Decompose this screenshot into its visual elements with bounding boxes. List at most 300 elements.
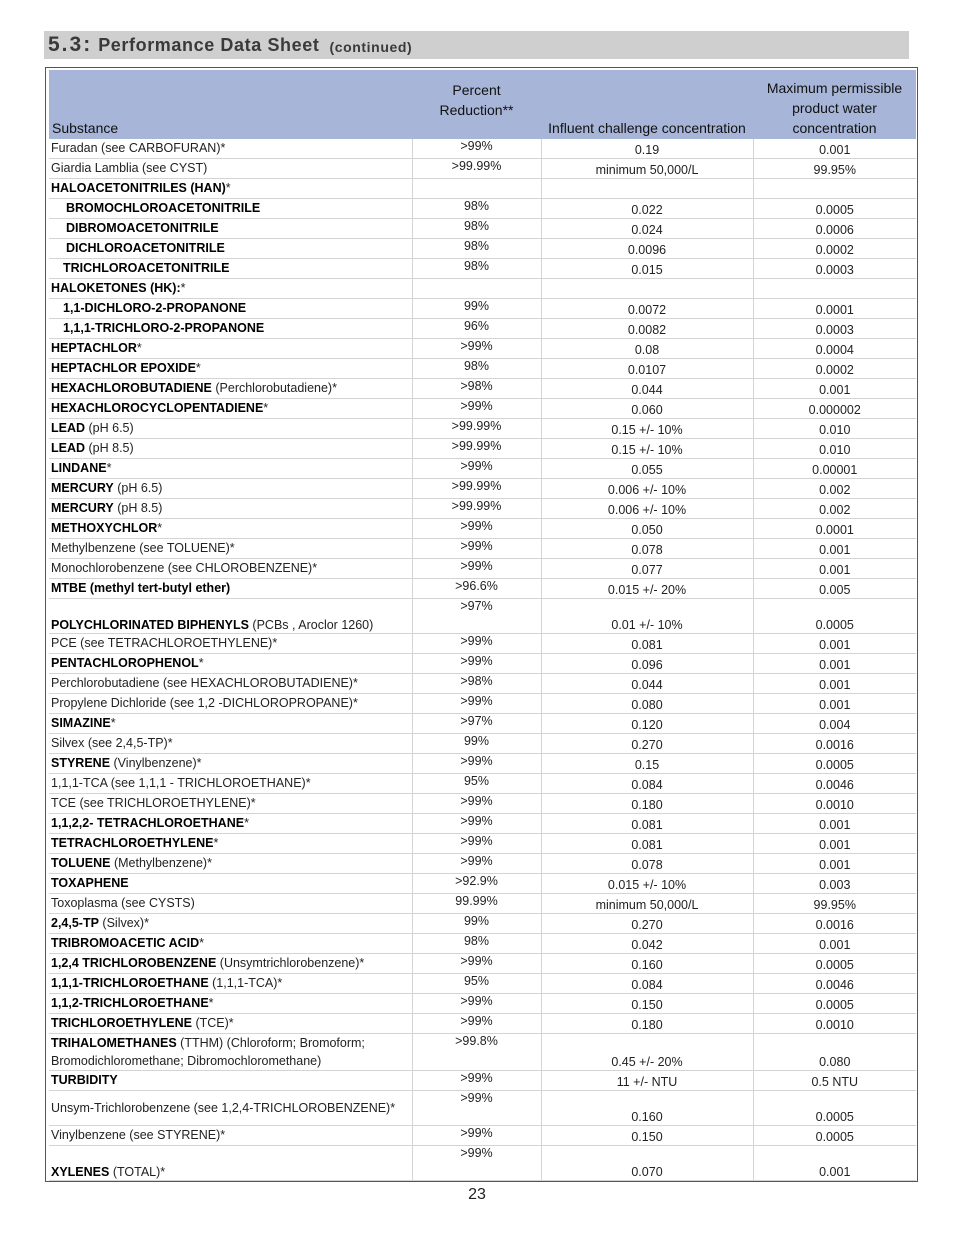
cell-max-permissible: 0.0001	[753, 519, 916, 539]
cell-influent	[541, 279, 753, 299]
substance-name: TOLUENE	[51, 856, 111, 870]
table-row	[49, 339, 916, 359]
cell-percent-reduction	[412, 179, 541, 199]
substance-name: TURBIDITY	[51, 1073, 118, 1087]
cell-percent-reduction: >99%	[412, 754, 541, 774]
substance-name: 1,2,4 TRICHLOROBENZENE	[51, 956, 217, 970]
cell-max-permissible: 99.95%	[753, 894, 916, 914]
substance-name: LEAD	[51, 441, 86, 455]
cell-percent-reduction: >99.99%	[412, 439, 541, 459]
table-row	[49, 1091, 916, 1126]
cell-influent: 0.081	[541, 834, 753, 854]
table-row	[49, 714, 916, 734]
cell-substance	[49, 479, 412, 499]
cell-substance	[49, 654, 412, 674]
cell-max-permissible: 0.0046	[753, 974, 916, 994]
table-row	[49, 874, 916, 894]
table-row	[49, 1034, 916, 1071]
cell-percent-reduction	[412, 279, 541, 299]
cell-percent-reduction: >99%	[412, 854, 541, 874]
cell-max-permissible	[753, 179, 916, 199]
cell-substance	[49, 754, 412, 774]
cell-substance	[49, 1014, 412, 1034]
header-max-permissible: Maximum permissible product water concentration	[753, 70, 916, 139]
cell-max-permissible: 0.001	[753, 834, 916, 854]
substance-name: TRICHLOROACETONITRILE	[63, 261, 230, 275]
substance-note: *	[208, 996, 214, 1010]
cell-influent: 0.15 +/- 10%	[541, 419, 753, 439]
cell-max-permissible: 0.001	[753, 379, 916, 399]
substance-name: 1,1,2,2- TETRACHLOROETHANE	[51, 816, 245, 830]
cell-influent: 0.19	[541, 139, 753, 159]
cell-substance	[49, 579, 412, 599]
cell-max-permissible: 0.001	[753, 139, 916, 159]
table-row	[49, 774, 916, 794]
substance-note: Propylene Dichloride (see 1,2 -DICHLOROPROPANE)*	[51, 696, 358, 710]
substance-name: TRIBROMOACETIC ACID	[51, 936, 200, 950]
cell-influent: 0.160	[541, 954, 753, 974]
cell-influent: 0.096	[541, 654, 753, 674]
substance-name: 1,1,1-TRICHLOROETHANE	[51, 976, 209, 990]
cell-influent: 0.08	[541, 339, 753, 359]
cell-percent-reduction: >99%	[412, 1091, 541, 1126]
table-row	[49, 279, 916, 299]
cell-influent: 0.015 +/- 10%	[541, 874, 753, 894]
cell-percent-reduction: 98%	[412, 219, 541, 239]
cell-influent: 0.044	[541, 379, 753, 399]
cell-max-permissible: 0.0046	[753, 774, 916, 794]
substance-note: Giardia Lamblia (see CYST)	[51, 161, 208, 175]
cell-percent-reduction: >97%	[412, 599, 541, 634]
cell-substance	[49, 1034, 412, 1071]
cell-max-permissible: 0.001	[753, 1146, 916, 1181]
substance-note: (Methylbenzene)*	[110, 856, 212, 870]
table-row	[49, 814, 916, 834]
cell-substance	[49, 319, 412, 339]
cell-max-permissible: 0.003	[753, 874, 916, 894]
cell-substance	[49, 1126, 412, 1146]
cell-substance	[49, 874, 412, 894]
cell-influent: 0.270	[541, 734, 753, 754]
cell-percent-reduction: >99%	[412, 139, 541, 159]
table-row	[49, 794, 916, 814]
table-body	[49, 139, 916, 1181]
cell-percent-reduction: >98%	[412, 379, 541, 399]
cell-max-permissible: 0.001	[753, 854, 916, 874]
cell-max-permissible: 0.001	[753, 814, 916, 834]
table-row	[49, 954, 916, 974]
table-row	[49, 599, 916, 634]
cell-influent: 0.180	[541, 794, 753, 814]
cell-influent: 0.15 +/- 10%	[541, 439, 753, 459]
cell-max-permissible: 0.5 NTU	[753, 1071, 916, 1091]
substance-note: (Vinylbenzene)*	[110, 756, 202, 770]
cell-substance	[49, 794, 412, 814]
substance-note: *	[198, 656, 204, 670]
cell-max-permissible: 0.001	[753, 559, 916, 579]
substance-name: LEAD	[51, 421, 86, 435]
cell-percent-reduction: >99%	[412, 814, 541, 834]
cell-percent-reduction: >99%	[412, 539, 541, 559]
table-row	[49, 199, 916, 219]
substance-note: *	[244, 816, 249, 830]
cell-max-permissible: 0.001	[753, 539, 916, 559]
substance-note: (TCE)*	[191, 1016, 234, 1030]
cell-percent-reduction: >99%	[412, 954, 541, 974]
cell-max-permissible: 0.001	[753, 634, 916, 654]
cell-substance	[49, 299, 412, 319]
substance-name: HEPTACHLOR	[51, 341, 137, 355]
table-row	[49, 934, 916, 954]
cell-max-permissible: 0.0005	[753, 1091, 916, 1126]
cell-influent: minimum 50,000/L	[541, 894, 753, 914]
cell-percent-reduction: >99.8%	[412, 1034, 541, 1071]
cell-percent-reduction: >96.6%	[412, 579, 541, 599]
section-subtitle: (continued)	[329, 38, 413, 55]
cell-substance	[49, 934, 412, 954]
substance-note: *	[180, 281, 186, 295]
cell-max-permissible: 99.95%	[753, 159, 916, 179]
table-row	[49, 914, 916, 934]
substance-note: Toxoplasma (see CYSTS)	[51, 896, 195, 910]
table-row	[49, 579, 916, 599]
cell-substance	[49, 734, 412, 754]
cell-percent-reduction: >99.99%	[412, 159, 541, 179]
cell-substance	[49, 714, 412, 734]
cell-substance	[49, 199, 412, 219]
substance-name: MTBE (methyl tert-butyl ether)	[51, 581, 231, 595]
cell-max-permissible: 0.0002	[753, 239, 916, 259]
substance-name: HEPTACHLOR EPOXIDE	[51, 361, 196, 375]
cell-percent-reduction: 99.99%	[412, 894, 541, 914]
cell-percent-reduction: 99%	[412, 299, 541, 319]
cell-percent-reduction: >99%	[412, 559, 541, 579]
substance-note: PCE (see TETRACHLOROETHYLENE)*	[51, 636, 278, 650]
cell-substance	[49, 694, 412, 714]
cell-influent: 0.0107	[541, 359, 753, 379]
substance-note: (TOTAL)*	[109, 1165, 166, 1179]
cell-influent: 0.006 +/- 10%	[541, 499, 753, 519]
cell-percent-reduction: >99.99%	[412, 419, 541, 439]
cell-substance	[49, 279, 412, 299]
cell-percent-reduction: >99%	[412, 634, 541, 654]
substance-note: (pH 6.5)	[85, 421, 134, 435]
cell-substance	[49, 834, 412, 854]
cell-max-permissible: 0.0001	[753, 299, 916, 319]
table-row	[49, 894, 916, 914]
table-row	[49, 379, 916, 399]
cell-influent: 0.150	[541, 1126, 753, 1146]
cell-substance	[49, 954, 412, 974]
substance-note: Vinylbenzene (see STYRENE)*	[51, 1128, 226, 1142]
cell-influent: 0.015	[541, 259, 753, 279]
table-row	[49, 674, 916, 694]
substance-name: BROMOCHLOROACETONITRILE	[66, 201, 261, 215]
cell-influent: 0.270	[541, 914, 753, 934]
cell-max-permissible: 0.0005	[753, 199, 916, 219]
substance-note: *	[106, 461, 112, 475]
cell-influent: 0.006 +/- 10%	[541, 479, 753, 499]
cell-percent-reduction: >99.99%	[412, 499, 541, 519]
cell-percent-reduction: 99%	[412, 734, 541, 754]
table-row	[49, 439, 916, 459]
cell-substance	[49, 539, 412, 559]
cell-influent: 11 +/- NTU	[541, 1071, 753, 1091]
substance-name: 2,4,5-TP	[51, 916, 99, 930]
substance-name: 1,1-DICHLORO-2-PROPANONE	[63, 301, 247, 315]
substance-note: 1,1,1-TCA (see 1,1,1 - TRICHLOROETHANE)*	[51, 776, 311, 790]
cell-influent: 0.060	[541, 399, 753, 419]
cell-substance	[49, 359, 412, 379]
cell-influent: 0.022	[541, 199, 753, 219]
substance-note: (Unsymtrichlorobenzene)*	[216, 956, 365, 970]
cell-substance	[49, 994, 412, 1014]
table-row	[49, 734, 916, 754]
substance-note: (Silvex)*	[98, 916, 149, 930]
cell-percent-reduction: 98%	[412, 259, 541, 279]
substance-note: *	[213, 836, 219, 850]
substance-note: *	[199, 936, 205, 950]
cell-max-permissible: 0.0010	[753, 1014, 916, 1034]
page-number: 23	[468, 1186, 486, 1203]
cell-influent: 0.070	[541, 1146, 753, 1181]
cell-percent-reduction: 98%	[412, 359, 541, 379]
cell-percent-reduction: >97%	[412, 714, 541, 734]
cell-max-permissible: 0.0016	[753, 734, 916, 754]
cell-substance	[49, 459, 412, 479]
substance-note: (1,1,1-TCA)*	[208, 976, 283, 990]
cell-percent-reduction: >99%	[412, 1146, 541, 1181]
cell-substance	[49, 499, 412, 519]
substance-name: MERCURY	[51, 501, 114, 515]
cell-substance	[49, 599, 412, 634]
table-row	[49, 1014, 916, 1034]
substance-note: *	[110, 716, 116, 730]
cell-influent: 0.150	[541, 994, 753, 1014]
cell-influent: 0.078	[541, 854, 753, 874]
cell-substance	[49, 259, 412, 279]
performance-data-table	[49, 70, 916, 1181]
cell-influent: 0.160	[541, 1091, 753, 1126]
substance-name: METHOXYCHLOR	[51, 521, 158, 535]
cell-max-permissible: 0.0003	[753, 319, 916, 339]
cell-percent-reduction: >98%	[412, 674, 541, 694]
table-row	[49, 179, 916, 199]
cell-substance	[49, 674, 412, 694]
cell-influent: 0.080	[541, 694, 753, 714]
cell-substance	[49, 439, 412, 459]
table-row	[49, 399, 916, 419]
cell-influent: 0.0072	[541, 299, 753, 319]
substance-note: (Perchlorobutadiene)*	[211, 381, 337, 395]
cell-substance	[49, 914, 412, 934]
cell-substance	[49, 559, 412, 579]
substance-name: TOXAPHENE	[51, 876, 129, 890]
cell-max-permissible: 0.002	[753, 499, 916, 519]
cell-influent: 0.45 +/- 20%	[541, 1034, 753, 1071]
substance-name: HALOACETONITRILES (HAN)	[51, 181, 226, 195]
table-row	[49, 854, 916, 874]
table-row	[49, 974, 916, 994]
table-row	[49, 834, 916, 854]
table-row	[49, 479, 916, 499]
substance-note: Silvex (see 2,4,5-TP)*	[51, 736, 173, 750]
substance-name: XYLENES	[51, 1165, 110, 1179]
table-row	[49, 1126, 916, 1146]
cell-max-permissible: 0.001	[753, 674, 916, 694]
cell-percent-reduction: 96%	[412, 319, 541, 339]
cell-influent: 0.084	[541, 974, 753, 994]
section-title: Performance Data Sheet	[98, 34, 320, 55]
cell-influent: 0.01 +/- 10%	[541, 599, 753, 634]
table-row	[49, 539, 916, 559]
cell-max-permissible: 0.0005	[753, 994, 916, 1014]
cell-substance	[49, 1091, 412, 1126]
cell-max-permissible: 0.001	[753, 934, 916, 954]
cell-influent: 0.0096	[541, 239, 753, 259]
table-row	[49, 299, 916, 319]
substance-note: *	[263, 401, 269, 415]
substance-note: Unsym-Trichlorobenzene (see 1,2,4-TRICHLOROBENZENE)*	[51, 1101, 396, 1115]
table-header-row	[49, 70, 916, 139]
substance-name: POLYCHLORINATED BIPHENYLS	[51, 618, 249, 632]
substance-name: 1,1,2-TRICHLOROETHANE	[51, 996, 209, 1010]
cell-substance	[49, 239, 412, 259]
substance-note: Furadan (see CARBOFURAN)*	[51, 141, 226, 155]
substance-note: *	[136, 341, 142, 355]
cell-substance	[49, 139, 412, 159]
cell-max-permissible: 0.0016	[753, 914, 916, 934]
substance-note: (pH 6.5)	[113, 481, 163, 495]
cell-substance	[49, 1146, 412, 1181]
cell-percent-reduction: >99%	[412, 1014, 541, 1034]
header-percent-reduction: Percent Reduction**	[412, 70, 541, 139]
cell-influent	[541, 179, 753, 199]
cell-percent-reduction: 95%	[412, 774, 541, 794]
table-row	[49, 754, 916, 774]
cell-percent-reduction: >92.9%	[412, 874, 541, 894]
table-row	[49, 559, 916, 579]
cell-max-permissible: 0.00001	[753, 459, 916, 479]
cell-influent: 0.077	[541, 559, 753, 579]
cell-max-permissible: 0.004	[753, 714, 916, 734]
cell-influent: 0.050	[541, 519, 753, 539]
substance-name: MERCURY	[51, 481, 114, 495]
substance-name: TRICHLOROETHYLENE	[51, 1016, 192, 1030]
cell-percent-reduction: 99%	[412, 914, 541, 934]
cell-influent: minimum 50,000/L	[541, 159, 753, 179]
table-row	[49, 419, 916, 439]
substance-name: HEXACHLOROCYCLOPENTADIENE	[51, 401, 264, 415]
substance-note: (TTHM) (Chloroform; Bromoform; Bromodichloromethane; Dibromochloromethane)	[51, 1036, 365, 1068]
cell-substance	[49, 774, 412, 794]
cell-max-permissible: 0.080	[753, 1034, 916, 1071]
substance-note: (PCBs , Aroclor 1260)	[248, 618, 374, 632]
cell-percent-reduction: >99%	[412, 1126, 541, 1146]
cell-influent: 0.084	[541, 774, 753, 794]
substance-name: STYRENE	[51, 756, 111, 770]
cell-max-permissible: 0.002	[753, 479, 916, 499]
cell-influent: 0.078	[541, 539, 753, 559]
cell-max-permissible	[753, 279, 916, 299]
cell-influent: 0.042	[541, 934, 753, 954]
cell-percent-reduction: 98%	[412, 199, 541, 219]
cell-max-permissible: 0.0005	[753, 1126, 916, 1146]
cell-max-permissible: 0.0002	[753, 359, 916, 379]
cell-substance	[49, 894, 412, 914]
section-number: 5.3:	[48, 33, 93, 56]
cell-substance	[49, 339, 412, 359]
table-row	[49, 219, 916, 239]
cell-substance	[49, 179, 412, 199]
substance-name: SIMAZINE	[51, 716, 111, 730]
cell-substance	[49, 814, 412, 834]
cell-max-permissible: 0.0005	[753, 599, 916, 634]
substance-name: HEXACHLOROBUTADIENE	[51, 381, 212, 395]
cell-percent-reduction: >99.99%	[412, 479, 541, 499]
cell-max-permissible: 0.010	[753, 419, 916, 439]
cell-percent-reduction: >99%	[412, 994, 541, 1014]
cell-influent: 0.120	[541, 714, 753, 734]
table-row	[49, 459, 916, 479]
substance-note: (pH 8.5)	[85, 441, 134, 455]
cell-percent-reduction: >99%	[412, 1071, 541, 1091]
cell-substance	[49, 379, 412, 399]
cell-percent-reduction: >99%	[412, 459, 541, 479]
cell-substance	[49, 419, 412, 439]
table-row	[49, 159, 916, 179]
table-row	[49, 499, 916, 519]
cell-substance	[49, 974, 412, 994]
substance-name: TRIHALOMETHANES	[51, 1036, 177, 1050]
table-row	[49, 359, 916, 379]
cell-percent-reduction: 98%	[412, 239, 541, 259]
substance-note: Monochlorobenzene (see CHLOROBENZENE)*	[51, 561, 318, 575]
cell-max-permissible: 0.005	[753, 579, 916, 599]
substance-note: Methylbenzene (see TOLUENE)*	[51, 541, 235, 555]
substance-note: (pH 8.5)	[113, 501, 163, 515]
cell-percent-reduction: 98%	[412, 934, 541, 954]
cell-influent: 0.180	[541, 1014, 753, 1034]
table-row	[49, 634, 916, 654]
substance-name: DIBROMOACETONITRILE	[66, 221, 219, 235]
cell-substance	[49, 854, 412, 874]
substance-name: TETRACHLOROETHYLENE	[51, 836, 214, 850]
substance-note: *	[195, 361, 201, 375]
cell-influent: 0.081	[541, 814, 753, 834]
substance-name: LINDANE	[51, 461, 107, 475]
cell-substance	[49, 399, 412, 419]
substance-note: *	[225, 181, 231, 195]
cell-influent: 0.055	[541, 459, 753, 479]
substance-name: DICHLOROACETONITRILE	[66, 241, 225, 255]
cell-max-permissible: 0.0010	[753, 794, 916, 814]
table-row	[49, 259, 916, 279]
header-substance: Substance	[49, 70, 412, 139]
table-row	[49, 239, 916, 259]
cell-influent: 0.15	[541, 754, 753, 774]
cell-max-permissible: 0.010	[753, 439, 916, 459]
substance-note: *	[157, 521, 163, 535]
cell-max-permissible: 0.0006	[753, 219, 916, 239]
cell-max-permissible: 0.001	[753, 694, 916, 714]
substance-note: TCE (see TRICHLOROETHYLENE)*	[51, 796, 256, 810]
cell-influent: 0.024	[541, 219, 753, 239]
header-influent-challenge: Influent challenge concentration	[541, 70, 753, 139]
table-row	[49, 1146, 916, 1181]
table-row	[49, 654, 916, 674]
cell-max-permissible: 0.0005	[753, 754, 916, 774]
